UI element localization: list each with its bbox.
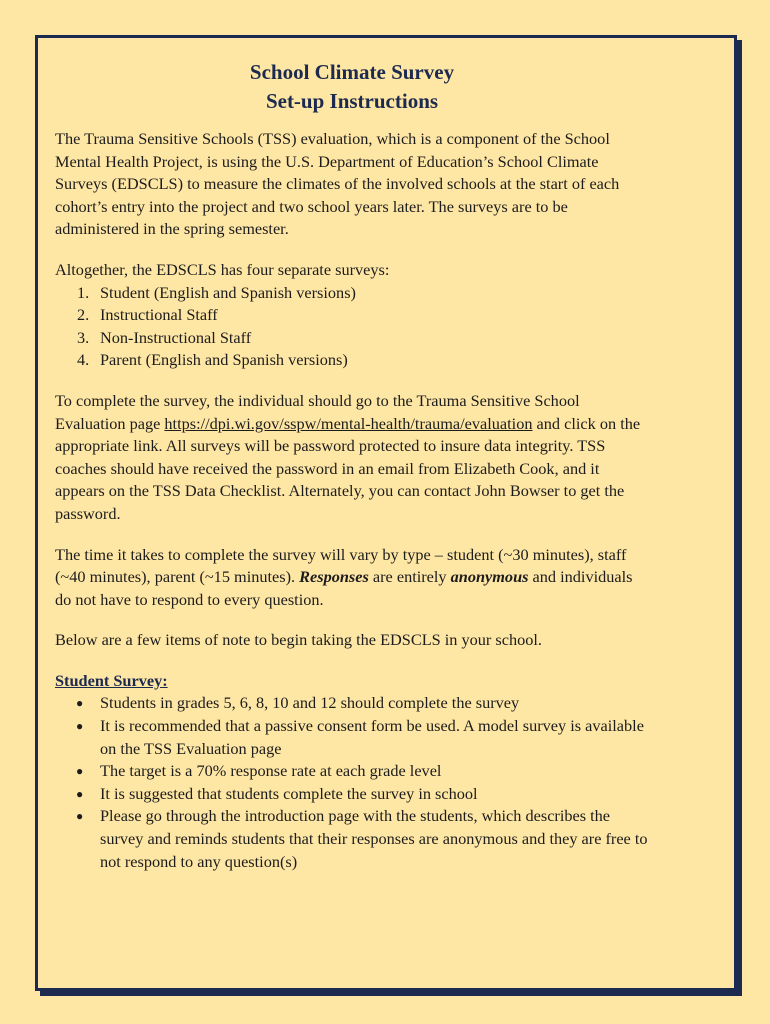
- complete-text-before: To complete the survey, the individual should go to the Trauma Sensitive School Evaluation page: [55, 390, 580, 433]
- list-number: 2.: [77, 305, 90, 325]
- list-item: [55, 327, 649, 350]
- title-block: [55, 58, 649, 116]
- student-survey-section: [55, 670, 649, 873]
- list-number: 4.: [77, 350, 90, 370]
- time-text-mid: are entirely: [368, 567, 451, 587]
- student-survey-heading: Student Survey:: [55, 670, 168, 690]
- bullet-icon: ●: [76, 764, 84, 779]
- list-item: [55, 692, 649, 715]
- bullet-icon: ●: [76, 809, 84, 824]
- document-subtitle: Set-up Instructions: [265, 89, 439, 113]
- bullet-icon: ●: [76, 786, 84, 801]
- list-item-text: Students in grades 5, 6, 8, 10 and 12 should complete the survey: [100, 693, 520, 713]
- list-item-text: Non-Instructional Staff: [100, 327, 252, 347]
- list-number: 1.: [77, 282, 90, 302]
- bullet-icon: ●: [76, 719, 84, 734]
- evaluation-page-link[interactable]: https://dpi.wi.gov/sspw/mental-health/trauma/evaluation: [164, 413, 533, 433]
- list-item-text: It is suggested that students complete the survey in school: [100, 783, 478, 803]
- document-body: [55, 58, 649, 873]
- time-text-after: and individuals do not have to respond to every question.: [55, 567, 633, 609]
- list-item: [55, 783, 649, 806]
- below-paragraph: Below are a few items of note to begin taking the EDSCLS in your school.: [55, 630, 542, 650]
- anonymous-emphasis: anonymous: [450, 567, 529, 587]
- list-item: [55, 349, 649, 372]
- list-number: 3.: [77, 327, 90, 347]
- list-item: [55, 805, 649, 873]
- surveys-lead: Altogether, the EDSCLS has four separate surveys:: [55, 259, 390, 279]
- list-item: [55, 760, 649, 783]
- student-survey-list: [55, 692, 649, 873]
- surveys-section: [55, 259, 649, 372]
- list-item-text: Student (English and Spanish versions): [100, 282, 356, 302]
- time-text-before: The time it takes to complete the survey will vary by type – student (~30 minutes), staff (~40 minutes), parent (~15 minutes).: [55, 544, 627, 587]
- list-item-text: Please go through the introduction page with the students, which describes the survey and reminds students that their responses are anonymous and they are free to not respond to any question(s): [100, 806, 648, 871]
- list-item: [55, 304, 649, 327]
- complete-text-after: and click on the appropriate link. All surveys will be password protected to insure data integrity. TSS coaches should have received the password in an email from Elizabeth Cook, and it appears on the TSS Data Checklist. Alternately, you can contact John Bowser to get the password.: [55, 413, 641, 523]
- intro-paragraph: The Trauma Sensitive Schools (TSS) evaluation, which is a component of the School Mental Health Project, is using the U.S. Department of Education’s School Climate Surveys (EDSCLS) to measure the climates of the involved schools at the start of each cohort’s entry into the project and two school years later. The surveys are to be administered in the spring semester.: [55, 129, 620, 239]
- time-paragraph: [55, 544, 649, 612]
- list-item-text: Parent (English and Spanish versions): [100, 350, 348, 370]
- complete-paragraph: [55, 390, 649, 526]
- surveys-list: [55, 282, 649, 372]
- responses-emphasis: Responses: [299, 567, 369, 587]
- list-item: [55, 715, 649, 760]
- document-title: School Climate Survey: [249, 60, 455, 84]
- list-item-text: Instructional Staff: [100, 305, 218, 325]
- list-item-text: The target is a 70% response rate at each grade level: [100, 761, 442, 781]
- list-item: [55, 282, 649, 305]
- list-item-text: It is recommended that a passive consent form be used. A model survey is available on the TSS Evaluation page: [100, 716, 644, 758]
- bullet-icon: ●: [76, 696, 84, 711]
